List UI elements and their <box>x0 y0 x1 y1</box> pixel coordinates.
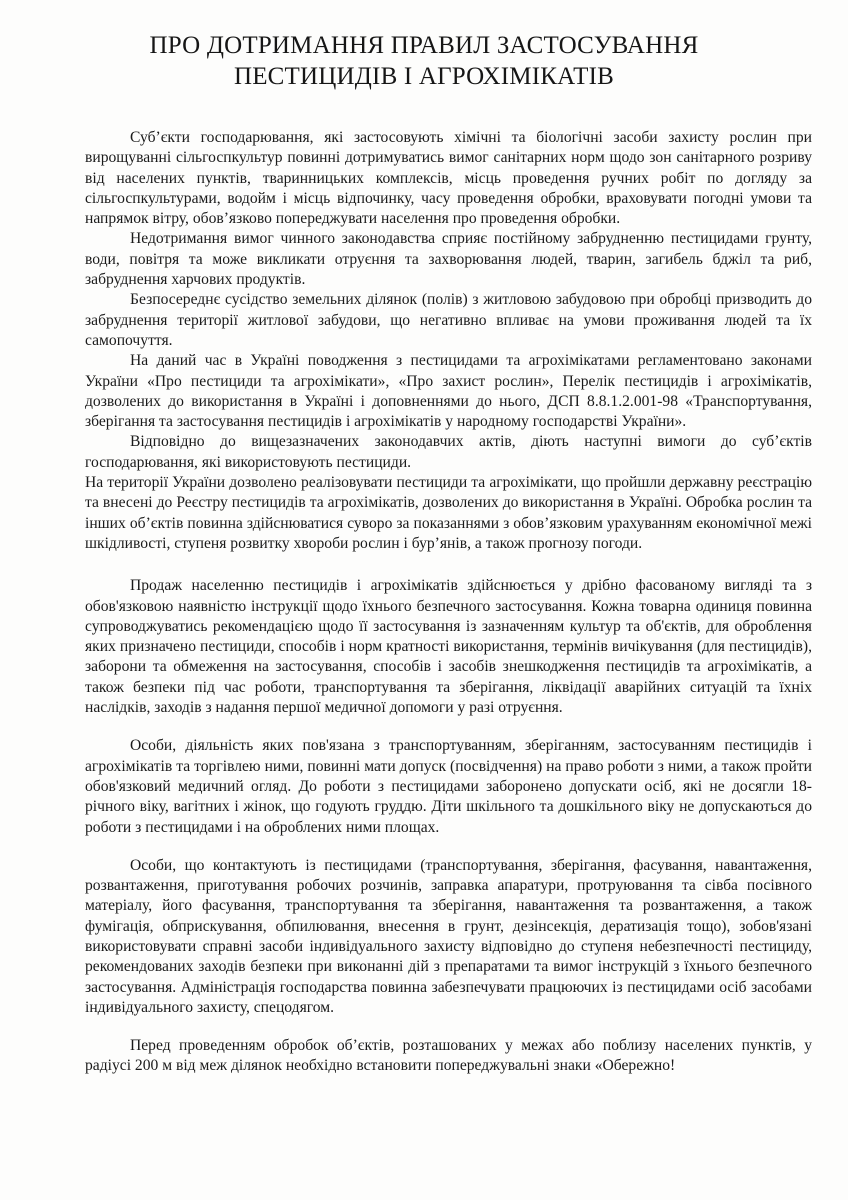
title-line-2: ПЕСТИЦИДІВ І АГРОХІМІКАТІВ <box>233 63 615 90</box>
paragraph-legislation: На даний час в Україні поводження з пестицидами та агрохімікатами регламентовано законами України «Про пестициди та агрохімікати», «Про захист рослин», Перелік пестицидів і агрохімікатів, дозволених до використання в Україні і доповненнями до нього, ДСП 8.8.1.2.001-98 «Транспортування, зберігання та застосування пестицидів і агрохімікатів у народному господарстві України». <box>85 352 812 431</box>
paragraph-neighborhood: Безпосереднє сусідство земельних ділянок (полів) з житловою забудовою при обробці призводить до забруднення території житлової забудови, що негативно впливає на умови проживання людей та їх самопочуття. <box>85 291 812 349</box>
paragraph-protective-equipment: Особи, що контактують із пестицидами (транспортування, зберігання, фасування, навантаження, розвантаження, приготування робочих розчинів, заправка апаратури, протруювання та сівба посівного матеріалу, його фасування, транспортування та зберігання, навантаження та розвантаження, а також фумігація, обприскування, обпилювання, внесення в грунт, дезінсекція, дератизація тощо), зобов'язані використовувати справні засоби індивідуального захисту відповідно до ступеня небезпечності пестициду, рекомендованих заходів безпеки при виконанні дій з препаратами та вимог інструкцій з їхнього безпечного застосування. Адміністрація господарства повинна забезпечувати працюючих із пестицидами осіб засобами індивідуального захисту, спецодягом. <box>85 856 812 1016</box>
paragraph-noncompliance: Недотримання вимог чинного законодавства сприяє постійному забрудненню пестицидами грунту, води, повітря та може викликати отруєння та захворювання людей, тварин, загибель бджіл та риб, забруднення харчових продуктів. <box>85 230 812 289</box>
document-title <box>70 30 778 92</box>
document-body <box>85 128 812 1077</box>
paragraph-registration: На території України дозволено реалізовувати пестициди та агрохімікати, що пройшли державну реєстрацію та внесені до Реєстру пестицидів та агрохімікатів, дозволених до використання в Україні. Обробка рослин та інших об’єктів повинна здійснюватися суворо за показаннями з обов’язковим урахуванням економічної межі шкідливості, ступеня розвитку хвороби рослин і бур’янів, а також прогнозу погоди. <box>85 474 812 552</box>
paragraph-requirements: Відповідно до вищезазначених законодавчих актів, діють наступні вимоги до суб’єктів господарювання, які використовують пестициди. <box>85 433 812 471</box>
paragraph-persons-permit: Особи, діяльність яких пов'язана з транспортуванням, зберіганням, застосуванням пестицидів і агрохімікатів та торгівлею ними, повинні мати допуск (посвідчення) на право роботи з ними, а також пройти обов'язковий медичний огляд. До роботи з пестицидами заборонено допускати осіб, які не досягли 18-річного віку, вагітних і жінок, що годують груддю. Діти шкільного та дошкільного віку не допускаються до роботи з пестицидами і на оброблених ними площах. <box>85 737 812 836</box>
paragraph-sales: Продаж населенню пестицидів і агрохімікатів здійснюється у дрібно фасованому вигляді та з обов'язковою наявністю інструкції щодо їхнього безпечного застосування. Кожна товарна одиниця повинна супроводжуватись рекомендацією щодо її застосування із зазначенням культур та об'єктів, для оброблення яких призначено пестициди, способів і норм кратності використання, термінів вичікування (для пестицидів), заборони та обмеження на застосування, способів і засобів знешкодження пестицидів та агрохімікатів, а також безпеки під час роботи, транспортування та зберігання, ліквідації аварійних ситуацій та їхніх наслідків, заходів з надання першої медичної допомоги у разі отруєння. <box>85 577 812 717</box>
paragraph-warning-signs: Перед проведенням обробок об’єктів, розташованих у межах або поблизу населених пунктів, у радіусі 200 м від меж ділянок необхідно встановити попереджувальні знаки «Обережно! <box>85 1037 812 1075</box>
title-line-1: ПРО ДОТРИМАННЯ ПРАВИЛ ЗАСТОСУВАННЯ <box>149 32 699 59</box>
paragraph-subjects: Суб’єкти господарювання, які застосовують хімічні та біологічні засоби захисту рослин при вирощуванні сільгоспкультур повинні дотримуватись вимог санітарних норм щодо зон санітарного розриву від населених пунктів, тваринницьких комплексів, місць проведення ручних робіт по догляду за сільгоспкультурами, водойм і місць відпочинку, часу проведення обробки, враховувати погодні умови та напрямок вітру, обов’язково попереджувати населення про проведення обробки. <box>85 129 812 228</box>
